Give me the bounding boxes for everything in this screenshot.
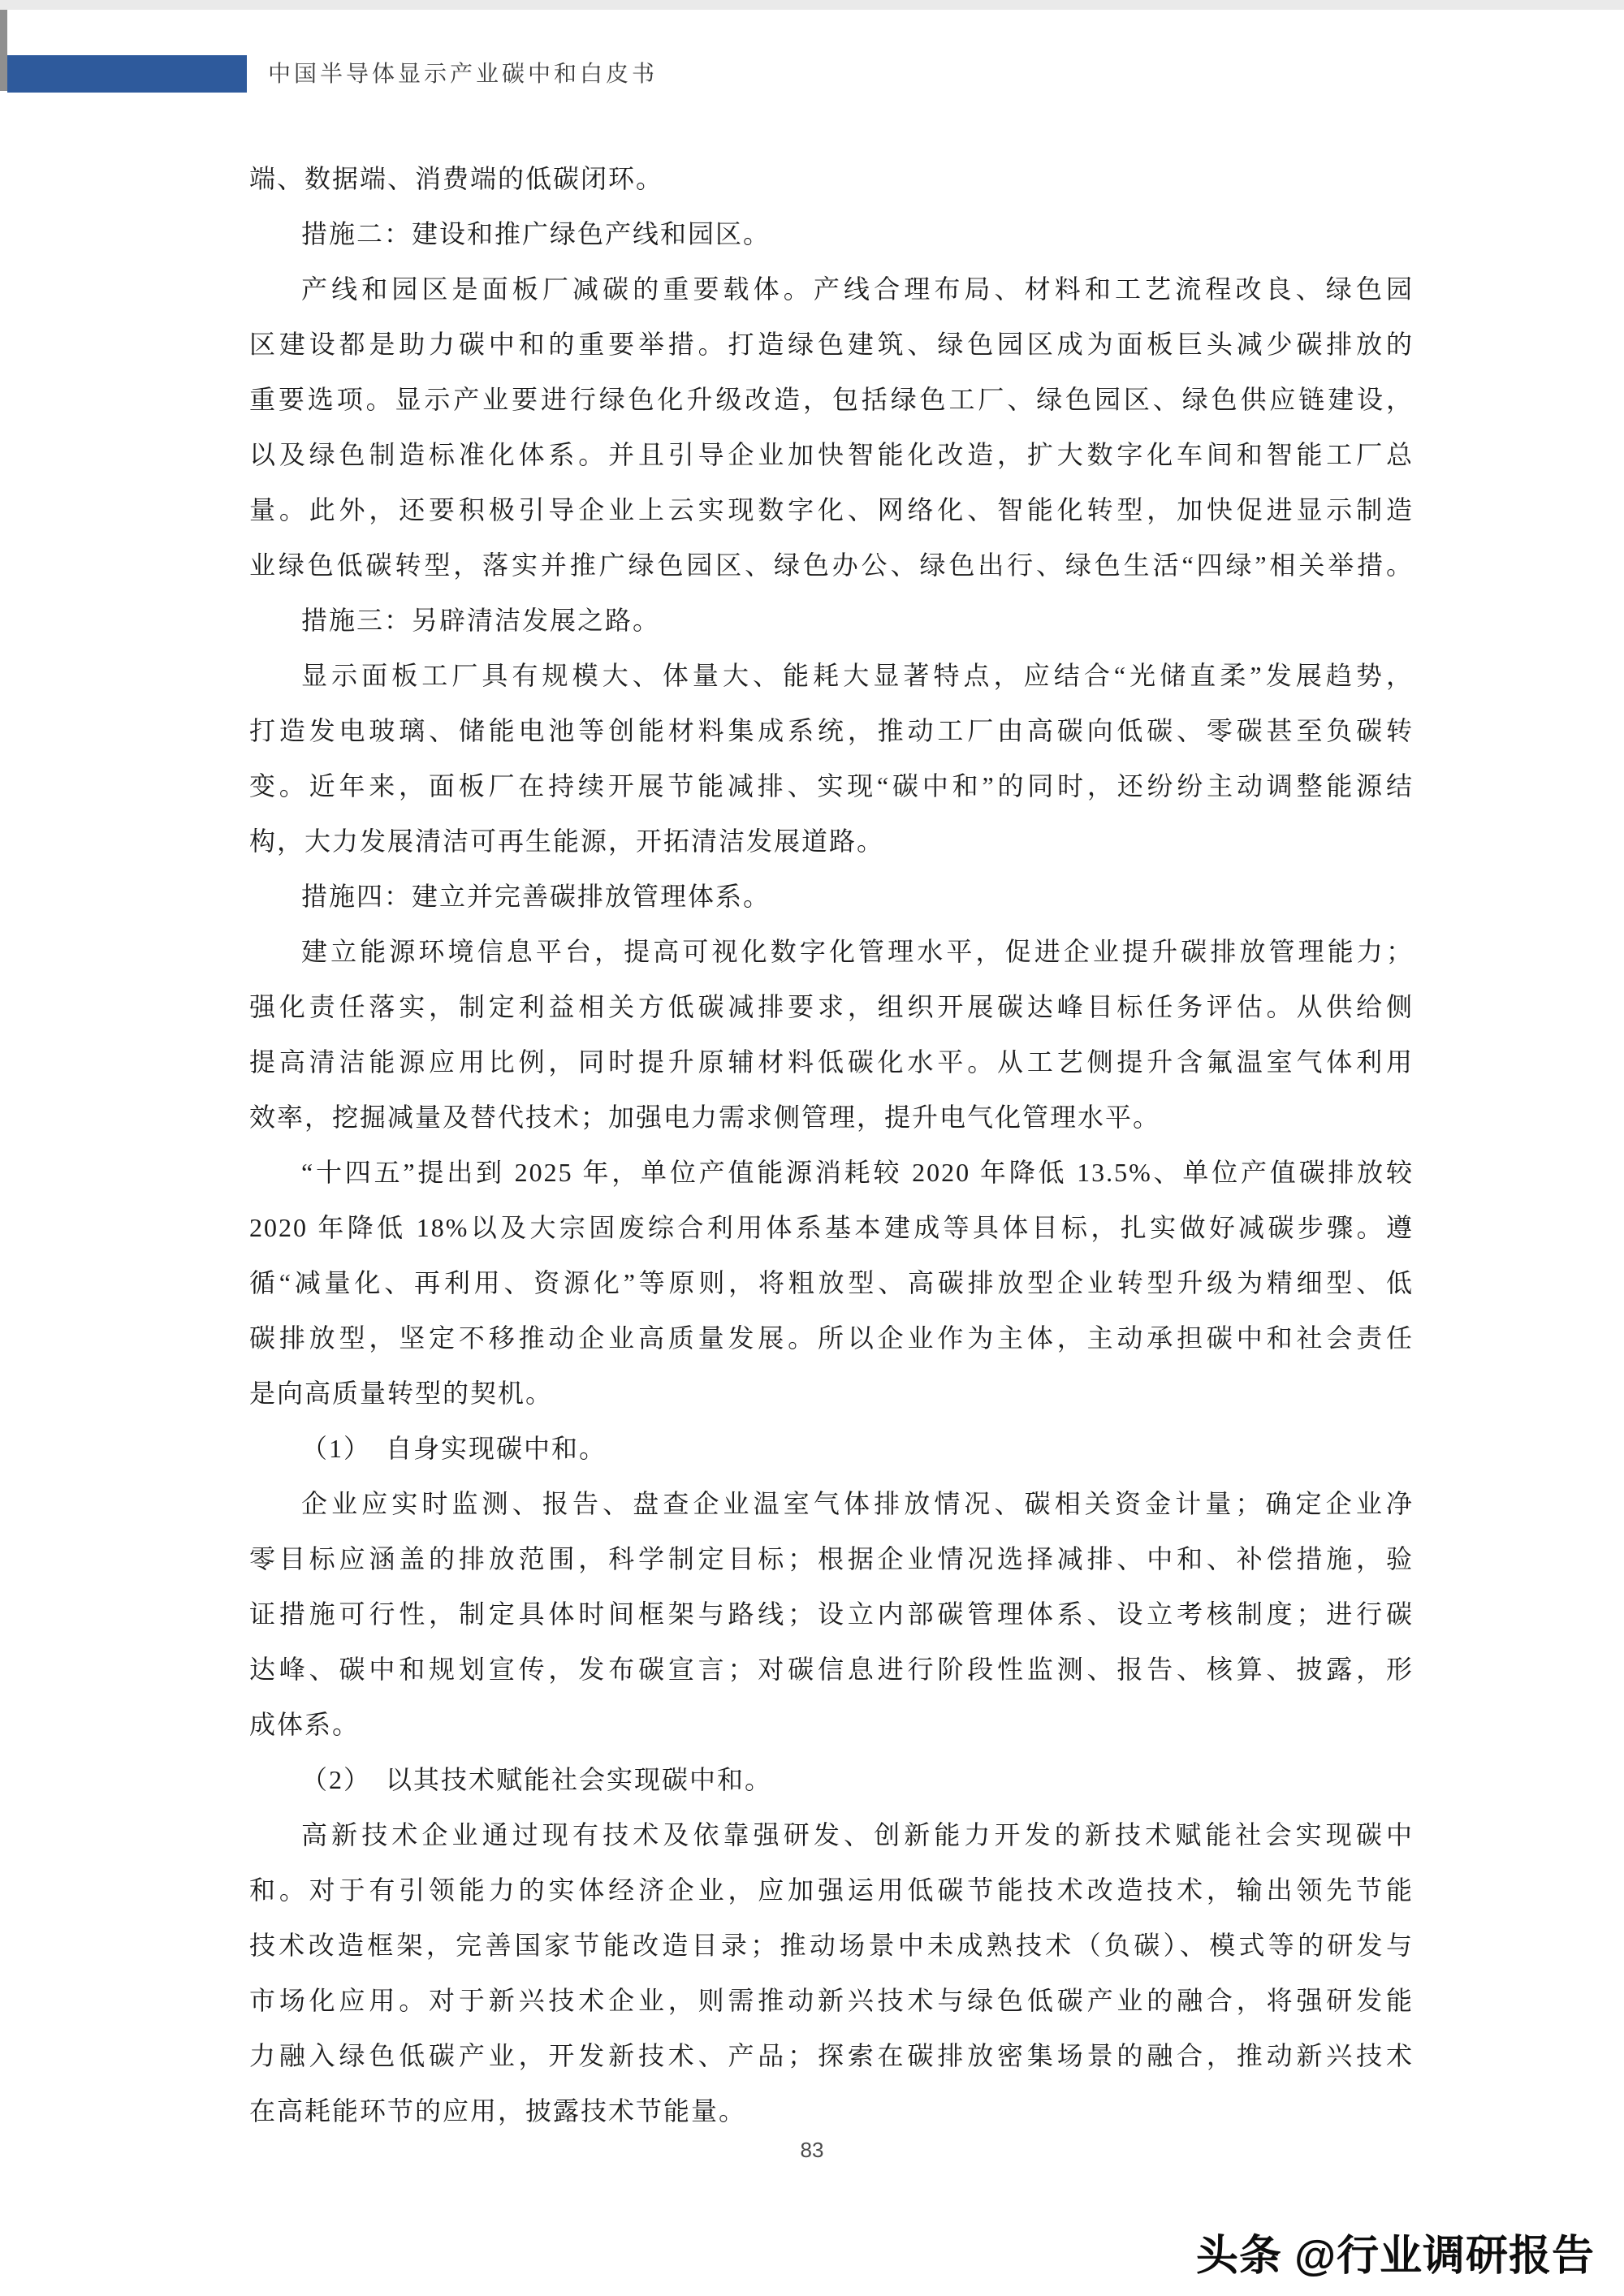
text-line: 是向高质量转型的契机。	[249, 1379, 554, 1408]
text-line: 建立能源环境信息平台，提高可视化数字化管理水平，促进企业提升碳排放管理能力；	[301, 937, 1414, 966]
text-line: 企业应实时监测、报告、盘查企业温室气体排放情况、碳相关资金计量；确定企业净	[301, 1489, 1414, 1518]
text-line: 市场化应用。对于新兴技术企业，则需推动新兴技术与绿色低碳产业的融合，将强研发能	[249, 1986, 1414, 2015]
text-line: 措施四：建立并完善碳排放管理体系。	[301, 882, 771, 911]
header-accent-bar	[7, 55, 247, 93]
text-line: 打造发电玻璃、储能电池等创能材料集成系统，推动工厂由高碳向低碳、零碳甚至负碳转	[249, 716, 1414, 745]
text-line: “十四五”提出到 2025 年，单位产值能源消耗较 2020 年降低 13.5%、单位产值碳排放较	[301, 1158, 1414, 1187]
text-line: 以及绿色制造标准化体系。并且引导企业加快智能化改造，扩大数字化车间和智能工厂总	[249, 440, 1414, 469]
text-line: 2020 年降低 18%以及大宗固废综合利用体系基本建成等具体目标，扎实做好减碳步骤。遵	[249, 1213, 1414, 1242]
text-line: （1） 自身实现碳中和。	[301, 1434, 607, 1463]
text-line: 端、数据端、消费端的低碳闭环。	[249, 164, 664, 193]
text-line: 变。近年来，面板厂在持续开展节能减排、实现“碳中和”的同时，还纷纷主动调整能源结	[249, 771, 1414, 801]
text-line: 证措施可行性，制定具体时间框架与路线；设立内部碳管理体系、设立考核制度；进行碳	[249, 1599, 1414, 1629]
text-line: 区建设都是助力碳中和的重要举措。打造绿色建筑、绿色园区成为面板巨头减少碳排放的	[249, 330, 1414, 359]
text-line: 构，大力发展清洁可再生能源，开拓清洁发展道路。	[249, 826, 885, 856]
text-line: 业绿色低碳转型，落实并推广绿色园区、绿色办公、绿色出行、绿色生活“四绿”相关举措。	[249, 550, 1414, 580]
text-line: 措施三：另辟清洁发展之路。	[301, 606, 661, 635]
text-line: 达峰、碳中和规划宣传，发布碳宣言；对碳信息进行阶段性监测、报告、核算、披露，形	[249, 1655, 1414, 1684]
text-line: 成体系。	[249, 1710, 361, 1739]
page-edge-top	[0, 0, 1624, 10]
document-body	[249, 151, 1414, 2138]
text-line: 技术改造框架，完善国家节能改造目录；推动场景中未成熟技术（负碳）、模式等的研发与	[249, 1931, 1414, 1960]
text-line: 强化责任落实，制定利益相关方低碳减排要求，组织开展碳达峰目标任务评估。从供给侧	[249, 992, 1414, 1021]
text-line: 零目标应涵盖的排放范围，科学制定目标；根据企业情况选择减排、中和、补偿措施，验	[249, 1544, 1414, 1573]
text-line: （2） 以其技术赋能社会实现碳中和。	[301, 1765, 773, 1794]
text-line: 高新技术企业通过现有技术及依靠强研发、创新能力开发的新技术赋能社会实现碳中	[301, 1820, 1414, 1849]
text-line: 显示面板工厂具有规模大、体量大、能耗大显著特点，应结合“光储直柔”发展趋势，	[301, 661, 1414, 690]
text-line: 力融入绿色低碳产业，开发新技术、产品；探索在碳排放密集场景的融合，推动新兴技术	[249, 2041, 1414, 2070]
text-line: 产线和园区是面板厂减碳的重要载体。产线合理布局、材料和工艺流程改良、绿色园	[301, 274, 1414, 304]
text-line: 循“减量化、再利用、资源化”等原则，将粗放型、高碳排放型企业转型升级为精细型、低	[249, 1268, 1414, 1297]
page-number: 83	[800, 2138, 824, 2162]
text-line: 效率，挖掘减量及替代技术；加强电力需求侧管理，提升电气化管理水平。	[249, 1103, 1161, 1132]
text-line: 碳排放型，坚定不移推动企业高质量发展。所以企业作为主体，主动承担碳中和社会责任	[249, 1323, 1414, 1353]
watermark: 头条 @行业调研报告	[1195, 2233, 1595, 2280]
text-line: 和。对于有引领能力的实体经济企业，应加强运用低碳节能技术改造技术，输出领先节能	[249, 1875, 1414, 1905]
header-title: 中国半导体显示产业碳中和白皮书	[268, 61, 659, 86]
text-line: 提高清洁能源应用比例，同时提升原辅材料低碳化水平。从工艺侧提升含氟温室气体利用	[249, 1047, 1414, 1077]
text-line: 量。此外，还要积极引导企业上云实现数字化、网络化、智能化转型，加快促进显示制造	[249, 495, 1414, 524]
text-line: 重要选项。显示产业要进行绿色化升级改造，包括绿色工厂、绿色园区、绿色供应链建设，	[249, 385, 1414, 414]
text-line: 措施二：建设和推广绿色产线和园区。	[301, 219, 771, 248]
text-line: 在高耗能环节的应用，披露技术节能量。	[249, 2096, 747, 2126]
page-edge-left	[0, 10, 7, 91]
